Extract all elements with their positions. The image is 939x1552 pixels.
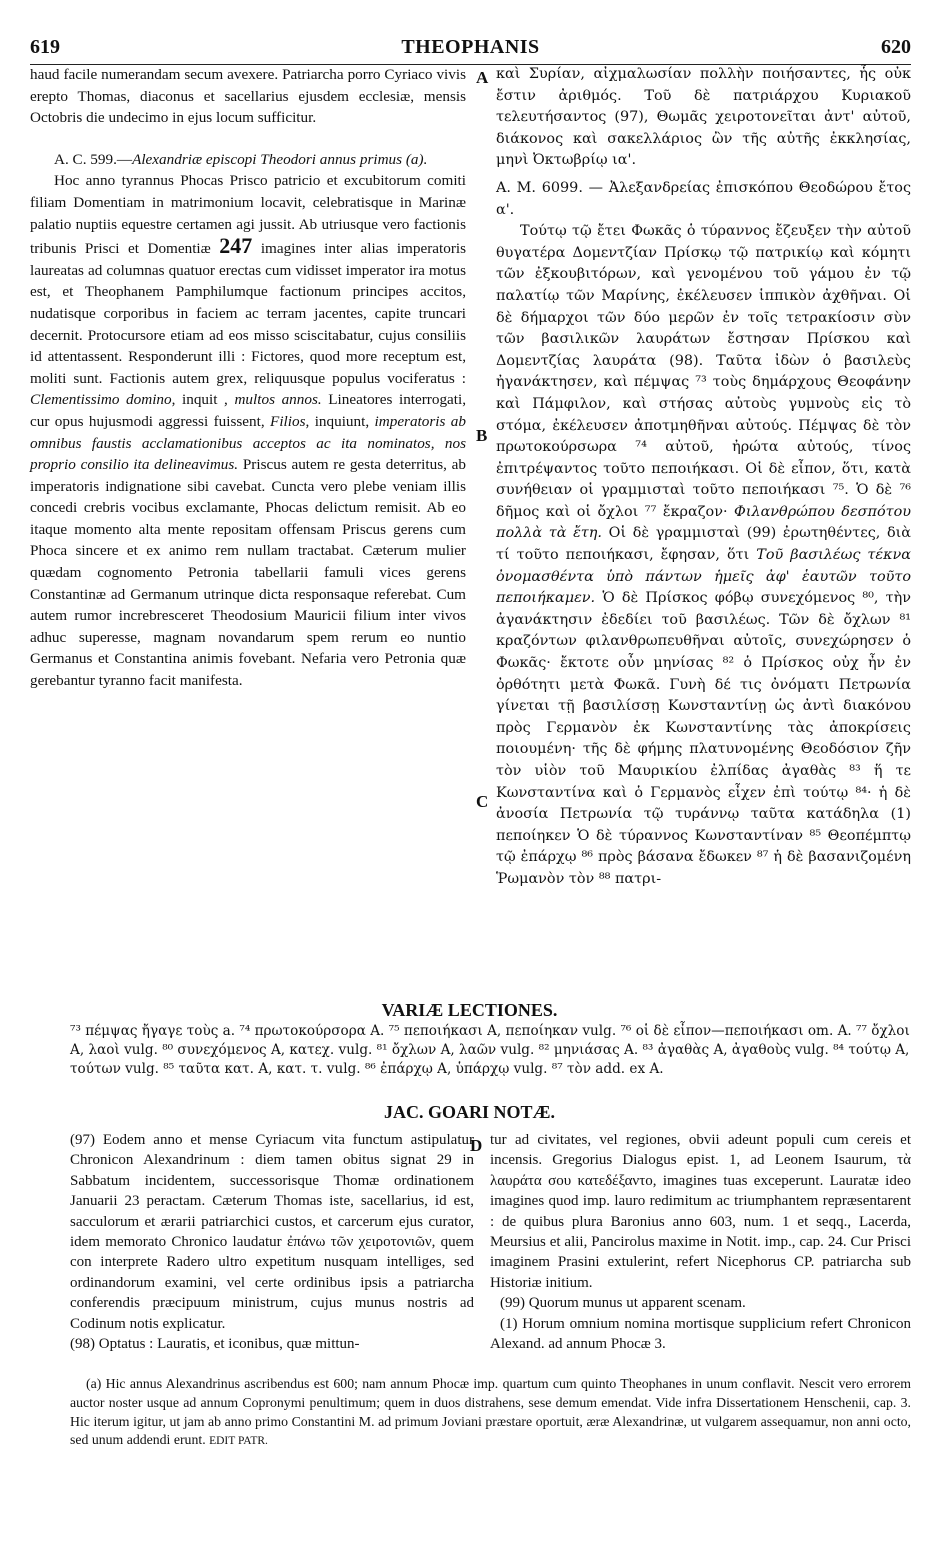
latin-year-title: Alexandriæ episcopi Theodori annus primus (132, 150, 403, 168)
latin-paragraph-1: haud facile numerandam secum avexere. Patriarcha porro Cyriaco vivis erepto Thomas, diaconus et sacellarius ejusdem ecclesiæ, mensis Octobris die undecimo in ejus locum sufficitur. (30, 66, 466, 127)
variae-text: ⁷³ πέμψας ἤγαγε τοὺς a. ⁷⁴ πρωτοκούρσορα A. ⁷⁵ πεποιήκασι A, πεποίηκαν vulg. ⁷⁶ οἱ δὲ εἶπον—πεποιήκασι om. A. ⁷⁷ ὄχλοι A, λαοὶ vulg. ⁸⁰ συνεχόμενος A, κατεχ. vulg. ⁸¹ ὄχλων A, λαῶν vulg. ⁸² μηνιάσας A. ⁸³ ἀγαθὰς A, ἀγαθοὺς vulg. ⁸⁴ τούτῳ A, τούτων vulg. ⁸⁵ ταῦτα κατ. A, κατ. τ. vulg. ⁸⁶ ἐπάρχῳ A, ὑπάρχῳ vulg. ⁸⁷ τὸν add. ex A. (70, 1023, 910, 1077)
greek-italic-1: Φιλανθρώπου δεσπότου πολλὰ τὰ ἔτη. (496, 503, 911, 542)
latin-year-note: (a). (405, 150, 428, 168)
footnote-text: (a) Hic annus Alexandrinus ascribendus est 600; nam annum Phocæ imp. quartum cum quinto Theophanes in unum conflavit. Nescit vero errorem auctor noster usque ad annum Copronymi penultimum; quem in duos distrahens, sese demum emendat. Vide infra Dissertationem Henschenii, cap. 3. Hic iterum igitur, ut jam ab anno primo Constantini M. ad primum Joviani præstare oportuit, æræ Alexandrinæ, ut vulgarem assequamur, non anni octo, sed unum addendi erunt. (70, 1376, 911, 1448)
latin-text-c: , inquit , (171, 391, 228, 409)
greek-column (496, 64, 911, 891)
margin-letter-c: C (476, 792, 489, 811)
variae-title: VARIÆ LECTIONES. (381, 1000, 558, 1020)
greek-paragraph-2 (496, 221, 911, 890)
notes-title: JAC. GOARI NOTÆ. (383, 1102, 555, 1122)
latin-year-prefix: A. C. 599.— (54, 150, 133, 168)
latin-paragraph-2 (30, 170, 466, 691)
running-header (30, 36, 911, 64)
greek-text-a: Τούτῳ τῷ ἔτει Φωκᾶς ὁ τύραννος ἔζευξεν τὴν αὐτοῦ θυγατέρα Δομεντζίαν Πρίσκῳ τῷ πατρικίῳ καὶ κόμητι τῶν ἐξκουβιτόρων, καὶ γενομένου τοῦ γάμου ἐν τῷ παλατίῳ τῶν Μαρίνης, ἐκέλευσεν ἱππικὸν ἀχθῆναι. Οἱ δὲ δήμαρχοι τῶν δύο μερῶν ἐν τοῖς τετρακίοσιν σὺν τῶν βασιλικῶν λαυράτων ἔστησαν Πρίσκου καὶ Δομεντζίας λαυράτα (98). Ταῦτα ἰδὼν ὁ βασιλεὺς ἠγανάκτησεν, καὶ πέμψας ⁷³ τοὺς δημάρχους Θεοφάνην καὶ Πάμφιλον, καὶ στήσας αὐτοὺς γυμνοὺς εἰς τὸ στόμα, ἐκέλευσεν ἀποτμηθῆναι αὐτούς. Πέμψας δὲ τὸν πρωτοκούρσωρα ⁷⁴ αὐτοῦ, ἠρώτα αὐτούς, τίνος ἐπιτρέψαντος τοῦτο πεποιήκασι. Οἱ δὲ εἶπον, ὅτι, κατὰ συνήθειαν οἱ γραμμισταὶ τοῦτο πεποιήκασι ⁷⁵. Ὁ δὲ ⁷⁶ δῆμος καὶ οἱ ὄχλοι ⁷⁷ ἔκραζον· (496, 223, 911, 520)
running-title: THEOPHANIS (401, 36, 540, 58)
latin-text-d: Lineatores interrogati, cur opus hujusmodi aggressi fuissent, (30, 391, 467, 430)
latin-year-heading (30, 149, 466, 171)
latin-text-b: imagines inter alias imperatoris laureatas ad columnas quatuor erectas cum vidisset imperator ira motus est, et Theophanem Pamphilumque factionum principes accitos, nudatisque corporibus in faciem ac terram jacentes, capite truncari decernit. Protocursore etiam ad eos misso sciscitabatur, cujus consiliis id attentassent. Responderunt illi : Fictores, quod more receptum est, moliti sunt. Factionis autem grex, reliquusque populus vociferatus : (30, 240, 467, 387)
note-1: (1) Horum omnium nomina mortisque supplicium refert Chronicon Alexand. ad annum Phocæ 3. (490, 1315, 911, 1353)
latin-italic-3: Filios (270, 412, 306, 430)
note-98-continued: tur ad civitates, vel regiones, obvii adeunt populi cum cereis et incensis. Gregorius Dialogus epist. 1, ad Leonem Isaurum, τὰ λαυράτα σου κατεδέξαντο, imagines tuas exceperunt. Lauratæ ideo imagines quod imp. lauro redimitum ac triumphantem repræsentarent : de quibus plura Baronius anno 603, num. 1 et seqq., Lacerda, Meursius et alii, Pancirolus maxime in Notit. imp., cap. 24. Cur Prisci imaginem Prasini extulerint, refert Nicephorus CP. patriarcha sub Historiæ initium. (490, 1132, 911, 1291)
greek-text-c: Ὁ δὲ Πρίσκος φόβῳ συνεχόμενος ⁸⁰, τὴν ἀγανάκτησιν ἐδεδίει τοῦ βασιλέως. Τῶν δὲ ὄχλων ⁸¹ κραζόντων φιλανθρωπευθῆναι αὐτοῖς, συνεχώρησεν ὁ Φωκᾶς· ἔκτοτε οὖν μηνίσας ⁸² ὁ Πρίσκος οὐχ ἦν ἐν ὀρθότητι μετὰ Φωκᾶ. Γυνὴ δέ τις ὀνόματι Πετρωνία γίνεται τῇ βασιλίσσῃ Κωνσταντίνῃ ὡς ἀντὶ διακόνου πρὸς Γερμανὸν ἐκ Κωνσταντίνης τὰς ἀποκρίσεις ποιουμένη· τῆς δὲ φήμης πλατυνομένης Θεοδόσιον ζῆν τὸν υἱὸν τοῦ Μαυρικίου ἐλπίδας ἀγαθὰς ⁸³ ἥ τε Κωνσταντίνα καὶ ὁ Γερμανὸς εἶχεν ἐπὶ τούτῳ ⁸⁴· ἡ δὲ ἀνοσία Πετρωνία τῷ τυράννῳ ταῦτα κατάδηλα (1) πεποίηκεν Ὁ δὲ τύραννος Κωνσταντίναν ⁸⁵ Θεοπέμπτῳ τῷ ἐπάρχῳ ⁸⁶ πρὸς βάσανα ἔδωκεν ⁸⁷ ἡ δὲ βασανιζομένη Ῥωμανὸν τὸν ⁸⁸ πατρι- (496, 590, 911, 887)
footnote (70, 1375, 911, 1451)
latin-text-e: , inquiunt, (305, 412, 370, 430)
latin-italic-4: imperatoris ab omnibus faustis acclamationibus acceptos ac ita nominatos, nos proprio consilio ita delineavimus. (30, 412, 466, 474)
latin-column (30, 64, 466, 692)
greek-paragraph-1: καὶ Συρίαν, αἰχμαλωσίαν πολλὴν ποιήσαντες, ἧς οὐκ ἔστιν ἀριθμός. Τοῦ δὲ πατριάρχου Κυριακοῦ τελευτήσαντος (97), Θωμᾶς χειροτονεῖται ἀντ' αὐτοῦ, διάκονος καὶ σακελλάριος ὢν τῆς αὐτῆς ἐκκλησίας, μηνὶ Ὀκτωβρίῳ ια'. (496, 66, 911, 169)
note-99: (99) Quorum munus ut apparent scenam. (500, 1295, 746, 1312)
greek-italic-2: Τοῦ βασιλέως τέκνα ὀνομασθέντα ὑπὸ πάντων ἡμεῖς ἀφ' ἑαυτῶν τοῦτο πεποιήκαμεν. (496, 547, 911, 607)
greek-text-b: Οἱ δὲ γραμμισταὶ (99) ἐρωτηθέντες, διὰ τί τοῦτο πεποιήκασι, ἔφησαν, ὅτι (496, 525, 912, 564)
notes-right-column (490, 1130, 911, 1354)
note-97: (97) Eodem anno et mense Cyriacum vita functum astipulatur Chronicon Alexandrinum : diem tamen obitus signat 29 in Sabbatum incidentem, successorisque Thomæ ordinationem Januarii 23 peractam. Cæterum Thomas iste, sacellarius, id est, sacculorum et ærarii patriarchici custos, et carcerum ejus curator, idem memorato Chronico laudatur ἐπάνω τῶν χειροτονιῶν, quem con interprete Radero ultro expetitum nusquam intelliges, sed ordinandorum examini, vel certe ordinibus ipsis a patriarcha conferendis præcipuum ministrum, cujus munus nostris ad Codinum notis explicatur. (70, 1132, 474, 1332)
notes-left-column (70, 1130, 474, 1354)
note-98: (98) Optatus : Lauratis, et iconibus, quæ mittun- (70, 1336, 360, 1353)
page-number-right: 620 (881, 36, 911, 58)
latin-text-f: Priscus autem re gesta deterritus, ab imperatoris indignatione sibi cavebat. Cuncta vero plebe veniam illis concedi crebris vocibus exclamante, Phocas delictum remisit. Ab eo itaque momento alta mente repositam offensam Priscus gerens cum Phoca sincere et ex animo rem nullam tractabat. Cæterum mulier quædam cognomento Petronia tabellarii famuli vices gerens Constantinæ ad Germanum utrinque dicta responsaque referebat. Cum autem rumor increbresceret Theodosium Mauricii filium inter vivos adhuc superesse, magnam novandarum spem rerum eo nuntio Germanus et Constantina animis fovebant. Nefaria vero Petronia quæ gerebantur tyranno facit manifesta. (30, 456, 466, 690)
page-number-left: 619 (30, 36, 60, 58)
latin-italic-1: Clementissimo domino (30, 391, 172, 409)
greek-year-heading: A. M. 6099. — Ἀλεξανδρείας ἐπισκόπου Θεοδώρου ἔτος α'. (496, 179, 911, 218)
margin-letter-a: A (476, 68, 489, 87)
margin-letter-b: B (476, 426, 488, 445)
footnote-signature: EDIT PATR. (209, 1435, 268, 1448)
margin-letter-d: D (470, 1136, 483, 1155)
latin-text-a: Hoc anno tyrannus Phocas Prisco patricio et excubitorum comiti filiam Domentiam in matrimonium locavit, celebratisque in Marinæ palatio nuptiis equestre certamen agi jussit. Ab utriusque vero factionis tribunis Prisci et Domentiæ (30, 172, 466, 258)
latin-italic-2: multos annos. (234, 391, 322, 409)
page-marker-number: 247 (219, 233, 253, 259)
